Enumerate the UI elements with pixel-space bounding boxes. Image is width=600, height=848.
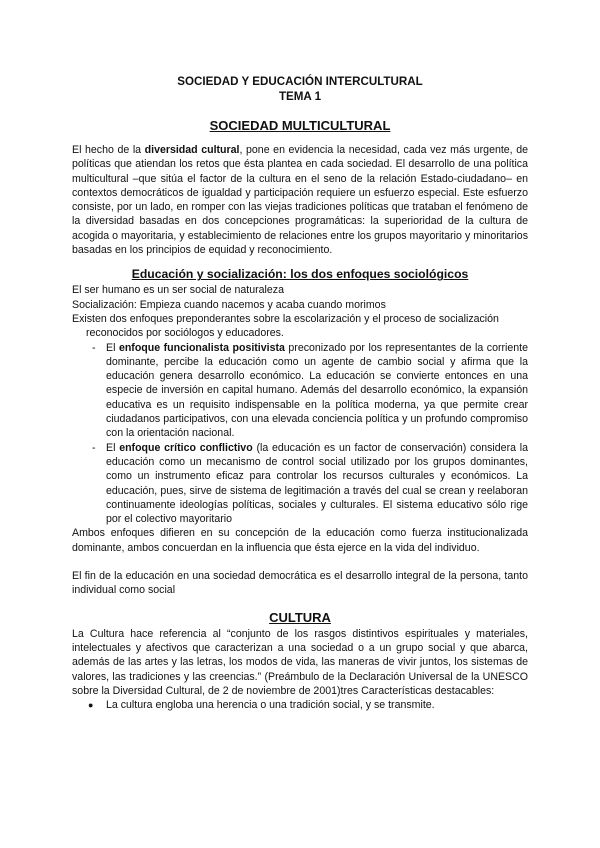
section-heading-multicultural: SOCIEDAD MULTICULTURAL <box>209 118 391 133</box>
section-heading-cultura: CULTURA <box>269 609 331 625</box>
document-title: SOCIEDAD Y EDUCACIÓN INTERCULTURAL <box>177 75 423 88</box>
paragraph-fin-educacion: El fin de la educación en una sociedad democrática es el desarrollo integral de la persona, tanto individual como social <box>72 570 528 597</box>
paragraph-gap <box>72 555 528 569</box>
list-item-funcionalista: - El enfoque funcionalista positivista preconizado por los representantes de la corriente dominante, percibe la educación como un agente de cambio social y afirma que la educación genera desarrollo económico. La educación se convierte entonces en una especie de inversión en capital humano. Además del desarrollo económico, la expansión educativa es un requisito indispensable en la política moderna, ya que permite crear ciudadanos participativos, con una elevada conciencia política y un profundo compromiso con la orientación nacional. <box>92 341 528 440</box>
section-heading-socializacion: Educación y socialización: los dos enfoques sociológicos <box>131 267 469 282</box>
paragraph-ambos-enfoques: Ambos enfoques difieren en su concepción de la educación como fuerza institucionalizada dominante, ambos concuerdan en la influencia que ésta ejerce en la vida del individuo. <box>72 527 528 554</box>
document-page <box>72 0 528 712</box>
list-item-herencia: ● La cultura engloba una herencia o una tradición social, y se transmite. <box>88 699 435 712</box>
paragraph-multicultural: El hecho de la diversidad cultural, pone en evidencia la necesidad, cada vez más urgente, de políticas que atiendan los retos que ésta plantea en cada sociedad. El desarrollo de una política multicultural –que sitúa el factor de la cultura en el seno de la relación Estado-ciudadano– en contextos democráticos de igualdad y participación requiere un esfuerzo especial. Este esfuerzo consiste, por un lado, en romper con las viejas tradiciones políticas que trataban el fenómeno de la diversidad basadas en dos concepciones programáticas: la superioridad de la cultura de acogida o mayoritaria, y establecimiento de relaciones entre los grupos mayoritario y minoritarios basadas en los principios de equidad y reconocimiento. <box>72 144 528 257</box>
dash-marker: - <box>92 441 96 454</box>
dash-marker: - <box>92 341 96 354</box>
text-line-reconocidos: reconocidos por sociólogos y educadores. <box>86 327 284 340</box>
bullet-marker: ● <box>88 700 94 711</box>
text-line-socializacion: Socialización: Empieza cuando nacemos y acaba cuando morimos <box>72 298 386 311</box>
list-item-critico: - El enfoque crítico conflictivo (la educación es un factor de conservación) considera la educación como un mecanismo de control social utilizado por los grupos dominantes, como un instrumento eficaz para controlar los recursos culturales y económicos. La educación, pues, sirve de sistema de legitimación a través del cual se crean y reelaboran continuamente ideologías políticas, sociales y culturales. El sistema educativo sólo rige por el colectivo mayoritario <box>92 441 528 526</box>
paragraph-cultura: La Cultura hace referencia al “conjunto de los rasgos distintivos espirituales y materiales, intelectuales y afectivos que caracterizan a una sociedad o a un grupo social y que abarca, además de las artes y las letras, los modos de vida, las maneras de vivir juntos, los sistemas de valores, las tradiciones y las creencias.” (Preámbulo de la Declaración Universal de la UNESCO sobre la Diversidad Cultural, de 2 de noviembre de 2001)tres Características destacables: <box>72 627 528 697</box>
text-line-enfoques: Existen dos enfoques preponderantes sobre la escolarización y el proceso de socialización <box>72 312 499 325</box>
text-line-ser-humano: El ser humano es un ser social de naturaleza <box>72 284 284 297</box>
document-subtitle: TEMA 1 <box>278 90 322 103</box>
